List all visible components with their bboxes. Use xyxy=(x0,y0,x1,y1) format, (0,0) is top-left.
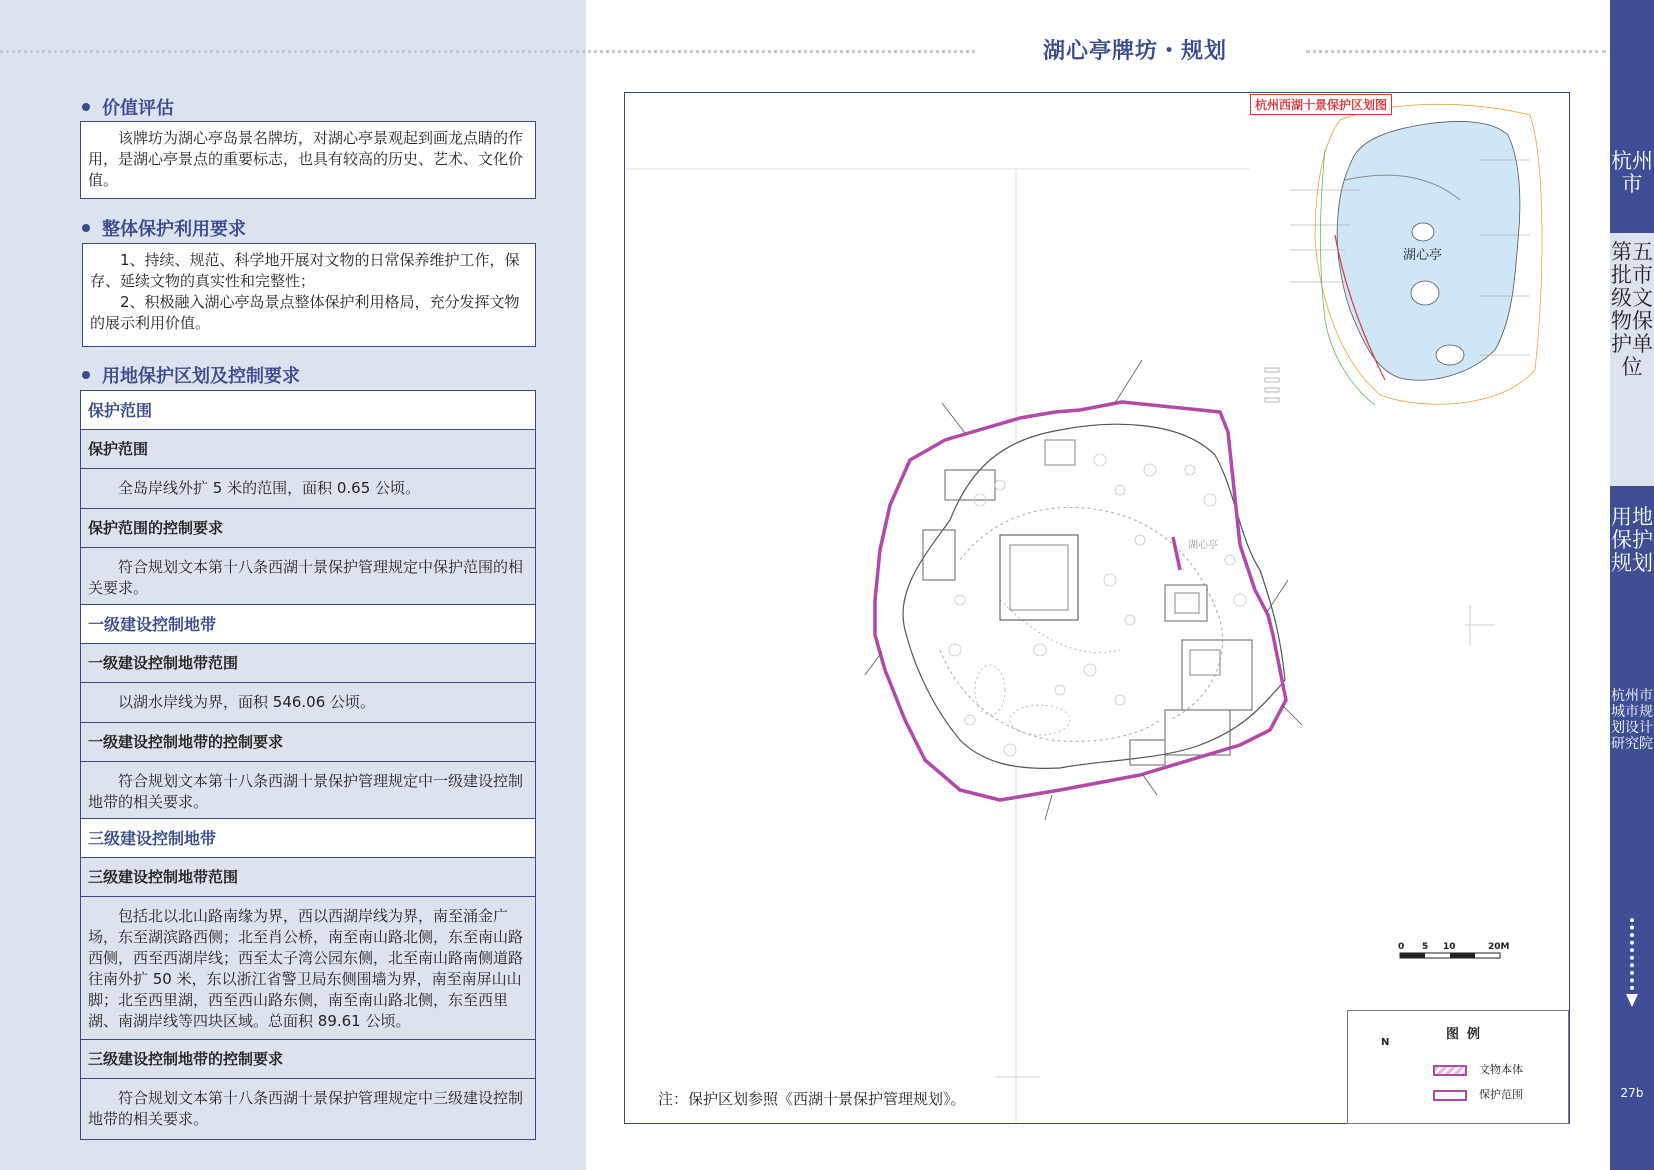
table-row-category: 一级建设控制地带 xyxy=(81,605,535,644)
value-assessment-text: 该牌坊为湖心亭岛景名牌坊，对湖心亭景观起到画龙点睛的作用，是湖心亭景点的重要标志，也具有较高的历史、艺术、文化价值。 xyxy=(88,129,524,189)
scale-label: 5 xyxy=(1422,942,1429,952)
table-row-category: 三级建设控制地带 xyxy=(81,819,535,858)
scale-label: 0 xyxy=(1398,942,1405,952)
inset-map-label: 湖心亭 xyxy=(1403,248,1443,263)
sidebar-city: 杭州市 xyxy=(1611,149,1653,196)
legend-title: 图例 xyxy=(1446,1027,1489,1042)
section-heading-value: 价值评估 xyxy=(82,94,174,120)
legend-item-protection: 保护范围 xyxy=(1433,1086,1523,1102)
island-outline xyxy=(903,424,1285,768)
sidebar-chapter: 用地保护规划 xyxy=(1611,505,1653,575)
table-row-text: 符合规划文本第十八条西湖十景保护管理规定中一级建设控制地带的相关要求。 xyxy=(81,762,535,819)
section-heading-protection: 整体保护利用要求 xyxy=(82,215,246,241)
inset-island xyxy=(1411,281,1439,305)
table-row-text: 全岛岸线外扩 5 米的范围，面积 0.65 公顷。 xyxy=(81,469,535,509)
inset-island xyxy=(1412,223,1434,241)
protection-item: 1、持续、规范、科学地开展对文物的日常保养维护工作，保存、延续文物的真实性和完整性； xyxy=(90,251,520,290)
scale-label: 10 xyxy=(1443,942,1456,952)
map-note: 注：保护区划参照《西湖十景保护管理规划》。 xyxy=(658,1090,966,1108)
section-heading-landuse: 用地保护区划及控制要求 xyxy=(82,362,300,388)
table-row-subheading: 保护范围 xyxy=(81,430,535,469)
table-row-subheading: 三级建设控制地带的控制要求 xyxy=(81,1040,535,1079)
legend-swatch-relic xyxy=(1433,1065,1467,1076)
inset-map-title: 杭州西湖十景保护区划图 xyxy=(1250,94,1392,115)
table-row-text: 以湖水岸线为界，面积 546.06 公顷。 xyxy=(81,683,535,723)
protection-item: 2、积极融入湖心亭岛景点整体保护利用格局，充分发挥文物的展示利用价值。 xyxy=(90,293,520,332)
table-row-text: 符合规划文本第十八条西湖十景保护管理规定中三级建设控制地带的相关要求。 xyxy=(88,1089,524,1128)
page-number: 27b xyxy=(1620,1086,1644,1100)
map-legend xyxy=(1347,1010,1569,1124)
table-row-subheading: 一级建设控制地带范围 xyxy=(81,644,535,683)
map-site-label: 湖心亭 xyxy=(1188,540,1218,551)
scale-bar xyxy=(1400,953,1500,958)
inset-island xyxy=(1436,345,1464,365)
table-row-subheading: 一级建设控制地带的控制要求 xyxy=(81,723,535,762)
table-row-text: 符合规划文本第十八条西湖十景保护管理规定中保护范围的相关要求。 xyxy=(81,548,535,605)
north-label: N xyxy=(1381,1037,1390,1048)
table-row-subheading: 三级建设控制地带范围 xyxy=(81,858,535,897)
scale-label: 20M xyxy=(1488,942,1510,952)
arrow-down-icon xyxy=(1624,994,1640,1008)
sidebar-dotted-line xyxy=(1630,918,1634,990)
table-row-category: 保护范围 xyxy=(81,391,535,430)
sidebar-institute: 杭州市城市规划设计研究院 xyxy=(1611,688,1653,752)
legend-swatch-protection xyxy=(1433,1090,1467,1101)
table-row-subheading: 保护范围的控制要求 xyxy=(81,509,535,548)
sidebar-batch: 第五批市级文物保护单位 xyxy=(1611,240,1653,379)
page-title: 湖心亭牌坊・规划 xyxy=(1042,39,1227,64)
legend-item-relic: 文物本体 xyxy=(1433,1061,1523,1077)
table-row-text: 包括北以北山路南缘为界，西以西湖岸线为界，南至涌金广场，东至湖滨路西侧；北至肖公桥，南至南山路北侧，东至南山路西侧，西至西湖岸线；西至太子湾公园东侧，北至南山路南侧道路往南外扩 50 米，东以浙江省警卫局东侧围墙为界，南至南屏山山脚；北至西里湖，西至西山路东侧，南至南山路北侧，东至西里湖、南湖岸线等四块区域。总面积 89.61 公顷。 xyxy=(81,897,535,1040)
